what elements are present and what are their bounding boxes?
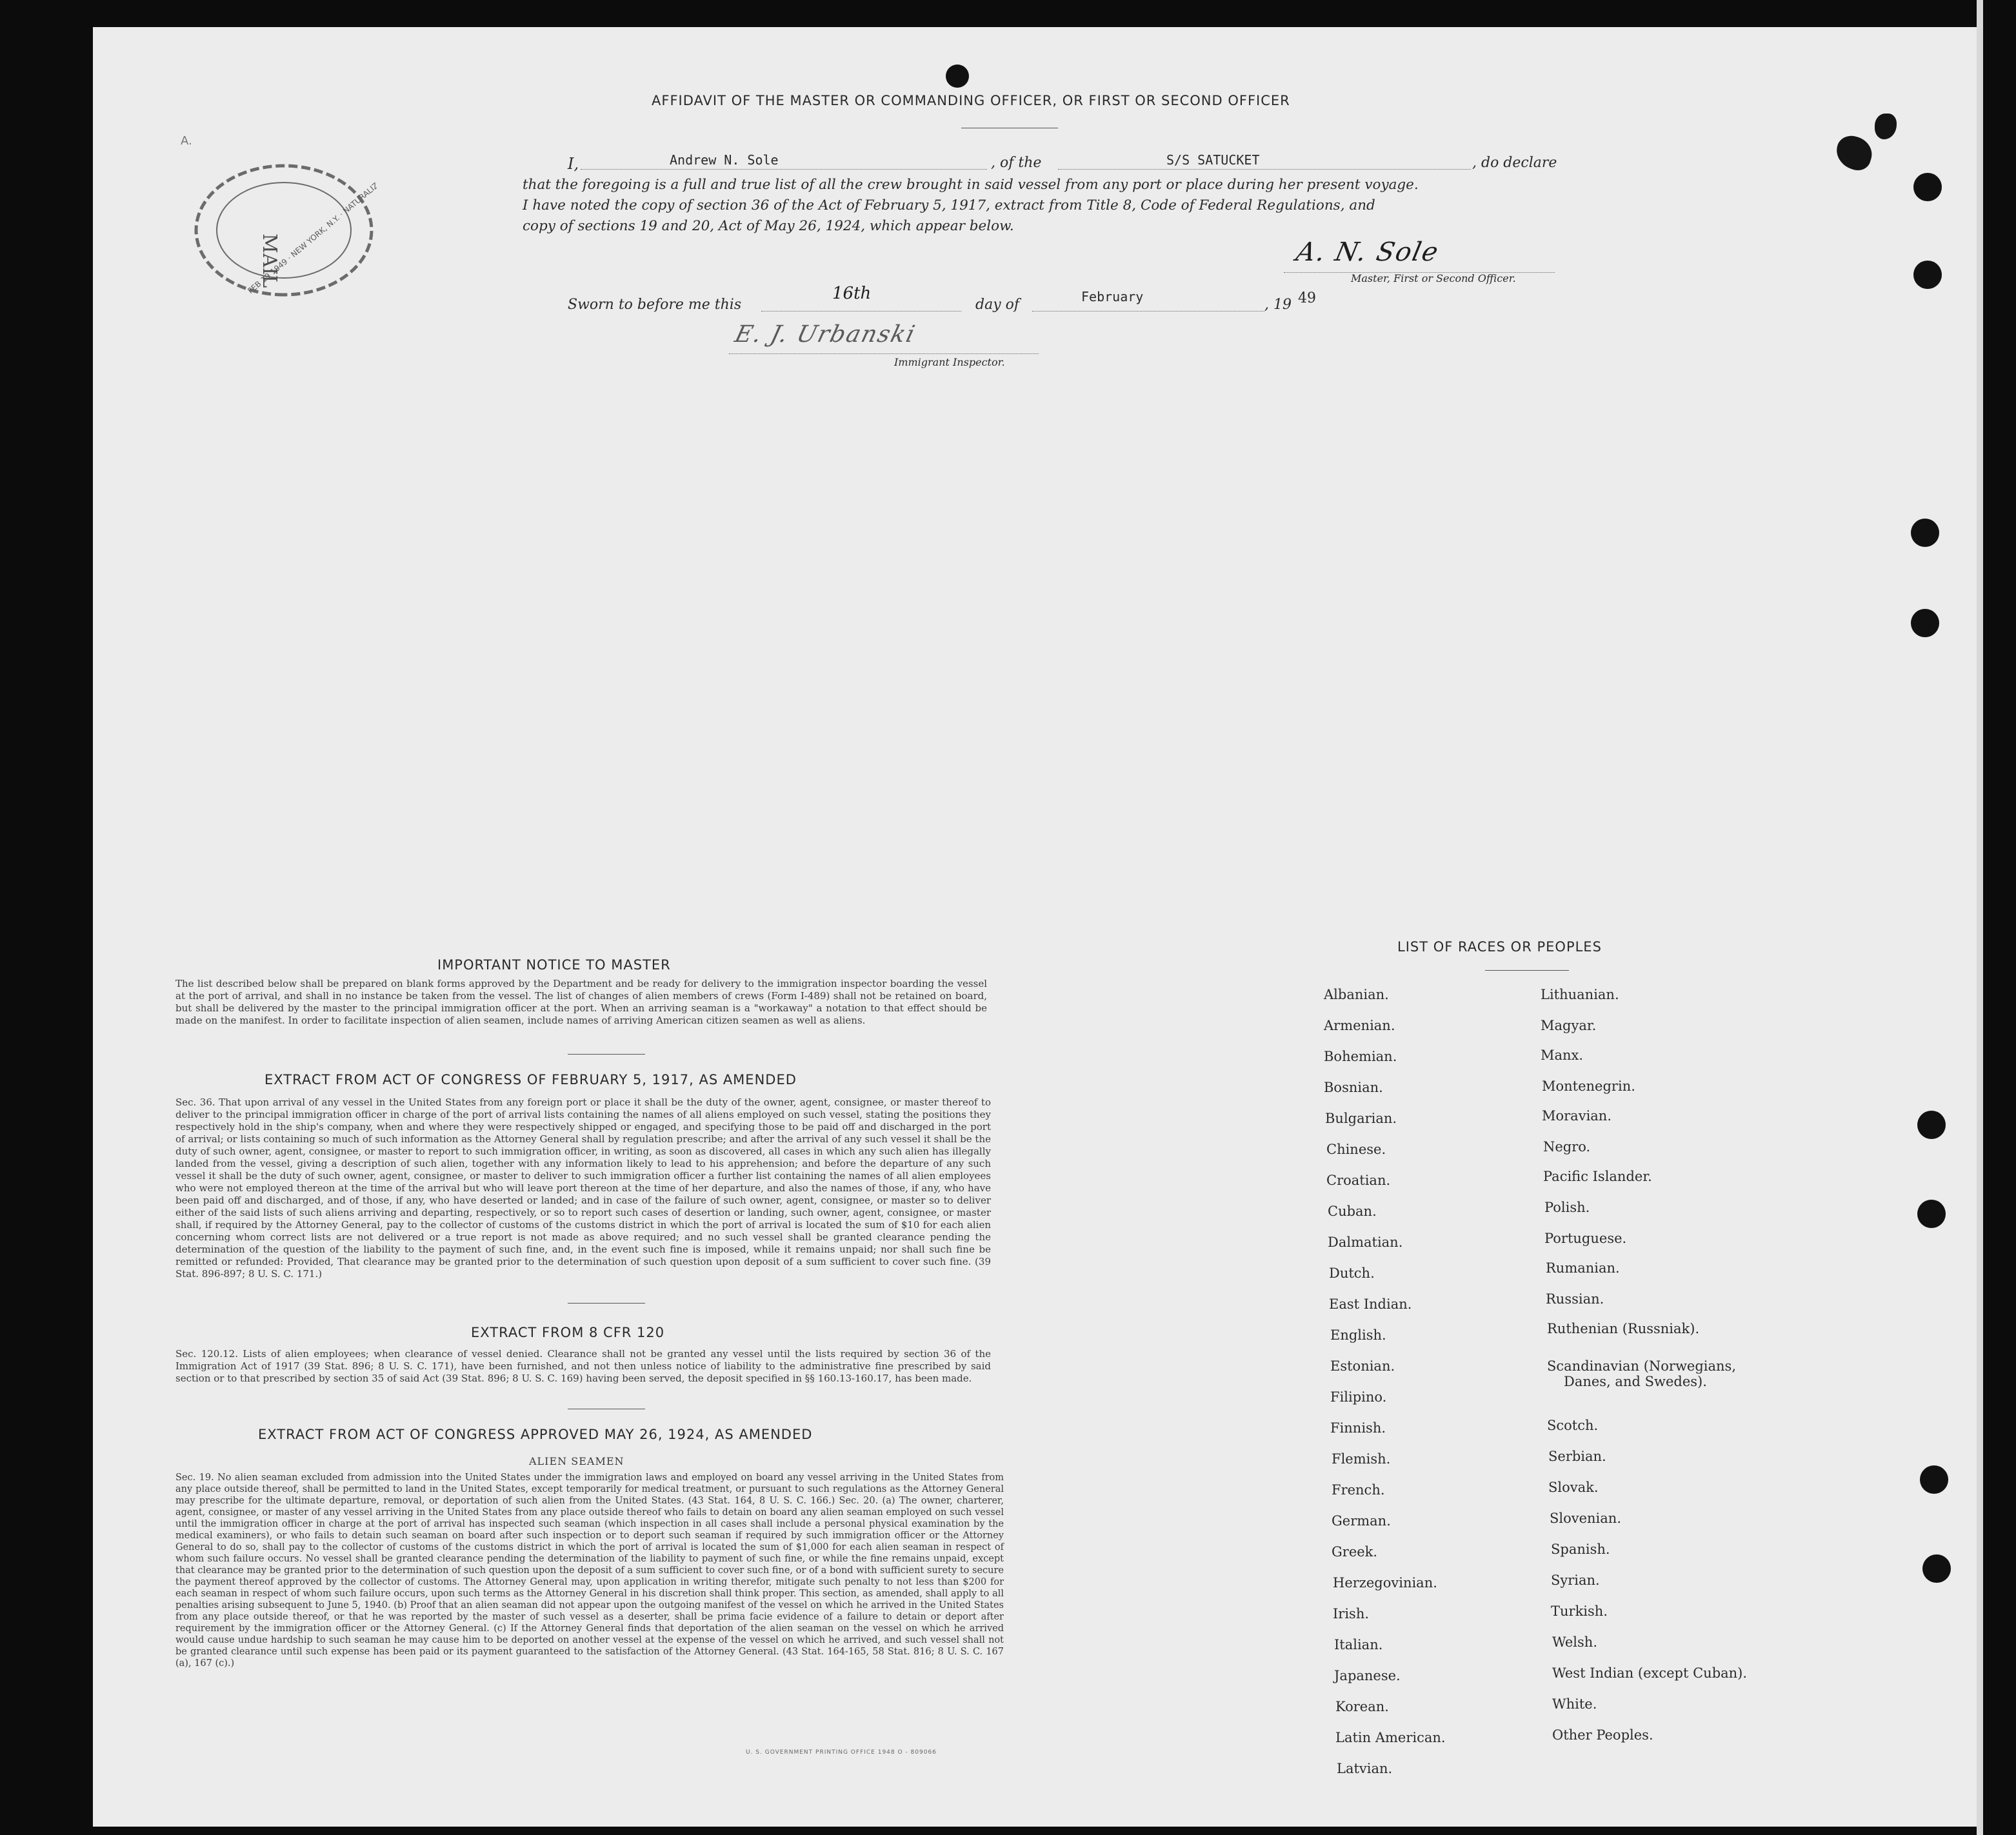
affidavit-title: AFFIDAVIT OF THE MASTER OR COMMANDING OFFICER, OR FIRST OR SECOND OFFICER bbox=[652, 93, 1290, 108]
race-item: Slovak. bbox=[1548, 1480, 1599, 1495]
race-item: Bosnian. bbox=[1324, 1080, 1383, 1095]
race-item: Flemish. bbox=[1332, 1451, 1391, 1467]
inspector-line bbox=[729, 353, 1039, 354]
race-item: West Indian (except Cuban). bbox=[1552, 1665, 1748, 1681]
race-item: Greek. bbox=[1332, 1544, 1378, 1560]
race-item: Negro. bbox=[1543, 1139, 1591, 1155]
punch-hole bbox=[1917, 1200, 1946, 1228]
race-item: French. bbox=[1332, 1482, 1385, 1498]
printer-line: U. S. GOVERNMENT PRINTING OFFICE 1948 O - 809066 bbox=[746, 1749, 937, 1756]
of-the-label: , of the bbox=[991, 155, 1042, 171]
race-item: Slovenian. bbox=[1550, 1511, 1621, 1526]
race-item: Montenegrin. bbox=[1542, 1078, 1635, 1094]
i-label: I, bbox=[568, 155, 579, 173]
sworn-label: Sworn to before me this bbox=[568, 297, 742, 313]
margin-mark: A. bbox=[181, 134, 192, 148]
race-item: Pacific Islander. bbox=[1543, 1169, 1652, 1184]
stamp-text: FEB 19 1949 · NEW YORK, N.Y. · NATURALIZATION bbox=[246, 165, 377, 296]
race-item: Albanian. bbox=[1324, 987, 1389, 1002]
punch-hole bbox=[1917, 1111, 1946, 1139]
race-item: Portuguese. bbox=[1544, 1231, 1627, 1246]
race-item: German. bbox=[1332, 1513, 1391, 1529]
races-title: LIST OF RACES OR PEOPLES bbox=[1397, 939, 1602, 955]
do-declare-label: , do declare bbox=[1472, 155, 1557, 171]
races-title-rule bbox=[1485, 970, 1569, 971]
race-item: Japanese. bbox=[1334, 1668, 1401, 1683]
year-field: 49 bbox=[1298, 290, 1316, 306]
race-item: Turkish. bbox=[1551, 1603, 1608, 1619]
race-item: Spanish. bbox=[1551, 1542, 1610, 1557]
extract-cfr-title: EXTRACT FROM 8 CFR 120 bbox=[471, 1325, 665, 1340]
race-item: Manx. bbox=[1541, 1047, 1584, 1063]
affidavit-line-3: I have noted the copy of section 36 of the Act of February 5, 1917, extract from Title 8, Code of Federal Regulations, and bbox=[523, 197, 1375, 213]
race-item: Ruthenian (Russniak). bbox=[1547, 1321, 1700, 1336]
extract-1917-title: EXTRACT FROM ACT OF CONGRESS OF FEBRUARY 5, 1917, AS AMENDED bbox=[264, 1072, 797, 1087]
race-item: Armenian. bbox=[1324, 1018, 1395, 1033]
day-line bbox=[761, 311, 961, 312]
race-item: Chinese. bbox=[1326, 1142, 1386, 1157]
notice-body: The list described below shall be prepared on blank forms approved by the Department and be ready for delivery to the immigration inspector boarding the vessel at the port of arrival, and shall in no instance be taken from the vessel. The list of changes of alien members of crews (Form I-489) shall not be retained on board, but shall be delivered by the master to the principal immigration officer at the port. When an arriving seaman is a "workaway" a notation to that effect should be made on the manifest. In order to facilitate inspection of alien seamen, include names of arriving American citizen seamen as well as aliens. bbox=[175, 978, 987, 1026]
race-item: Irish. bbox=[1333, 1606, 1370, 1622]
race-item: Moravian. bbox=[1542, 1108, 1612, 1124]
race-item: Herzegovinian. bbox=[1333, 1575, 1437, 1591]
race-item: Scandinavian (Norwegians, bbox=[1547, 1358, 1737, 1374]
affidavit-line-4: copy of sections 19 and 20, Act of May 26, 1924, which appear below. bbox=[523, 218, 1014, 234]
stamp-mark: MAIL bbox=[258, 233, 281, 288]
punch-hole bbox=[1913, 173, 1942, 201]
race-item: Danes, and Swedes). bbox=[1564, 1374, 1707, 1389]
race-item: Other Peoples. bbox=[1552, 1727, 1653, 1743]
race-item: Bulgarian. bbox=[1325, 1111, 1397, 1126]
race-item: Syrian. bbox=[1551, 1572, 1600, 1588]
punch-hole bbox=[1911, 519, 1939, 547]
race-item: Magyar. bbox=[1541, 1018, 1597, 1033]
race-item: Welsh. bbox=[1552, 1634, 1597, 1650]
race-item: Serbian. bbox=[1548, 1449, 1606, 1464]
section-rule bbox=[568, 1054, 645, 1055]
punch-hole bbox=[1920, 1465, 1948, 1494]
extract-1924-body: Sec. 19. No alien seaman excluded from admission into the United States under the immigration laws and employed on board any vessel arriving in the United States from any place outside thereof, shall be permitted to land in the United States, except temporarily for medical treatment, or pursuant to such regulations as the Attorney General may prescribe for the ultimate departure, removal, or deportation of such alien from the United States. (43 Stat. 164, 8 U. S. C. 166.) Sec. 20. (a) The owner, charterer, agent, consignee, or master of any vessel arriving in the United States from any place outside thereof who fails to detain on board any alien seaman employed on such vessel until the immigration officer in charge at the port of arrival has inspected such seaman (which inspection in all cases shall include a personal physical examination by the medical examiners), or who fails to detain such seaman on board after such inspection or to deport such seaman if required by such immigration officer or the Attorney General to do so, shall pay to the collector of customs of the customs district in which the port of arrival is located the sum of $1,000 for each alien seaman in respect of whom such failure occurs. No vessel shall be granted clearance pending the determination of the liability to payment of such fine, or while the fine remains unpaid, except that clearance may be granted prior to the determination of such question upon the deposit of a sum sufficient to cover such fine, or of a bond with sufficient surety to secure the payment thereof approved by the collector of customs. The Attorney General may, upon application in writing therefor, mitigate such penalty to not less than $200 for each seaman in respect of whom such failure occurs, upon such terms as the Attorney General in his discretion shall think proper. This section, as amended, shall apply to all penalties arising subsequent to June 5, 1940. (b) Proof that an alien seaman did not appear upon the outgoing manifest of the vessel on which he arrived in the United States from any place outside thereof, or that he was reported by the master of such vessel as a deserter, shall be prima facie evidence of a failure to detain or deport after requirement by the immigration officer or the Attorney General. (c) If the Attorney General finds that deportation of the alien seaman on the vessel on which he arrived would cause undue hardship to such seaman he may cause him to be deported on another vessel at the expense of the vessel on which he arrived, and such vessel shall not be granted clearance until such expense has been paid or its payment guaranteed to the satisfaction of the Attorney General. (43 Stat. 164-165, 58 Stat. 816; 8 U. S. C. 167 (a), 167 (c).) bbox=[175, 1473, 1004, 1669]
officer-name-field: Andrew N. Sole bbox=[670, 152, 779, 168]
extract-1924-title: EXTRACT FROM ACT OF CONGRESS APPROVED MAY 26, 1924, AS AMENDED bbox=[258, 1427, 813, 1442]
race-item: Filipino. bbox=[1330, 1389, 1387, 1405]
received-stamp bbox=[191, 163, 377, 298]
punch-hole bbox=[1922, 1554, 1951, 1583]
race-item: Bohemian. bbox=[1324, 1049, 1397, 1064]
officer-name-line bbox=[581, 169, 987, 170]
race-item: Latin American. bbox=[1335, 1730, 1446, 1745]
inspector-signature: E. J. Urbanski bbox=[732, 321, 919, 348]
race-item: English. bbox=[1330, 1327, 1386, 1343]
race-item: Estonian. bbox=[1330, 1358, 1395, 1374]
master-caption: Master, First or Second Officer. bbox=[1351, 272, 1516, 284]
race-item: Russian. bbox=[1546, 1291, 1604, 1307]
race-item: Italian. bbox=[1334, 1637, 1383, 1652]
extract-cfr-body: Sec. 120.12. Lists of alien employees; when clearance of vessel denied. Clearance shall not be granted any vessel until the lists required by section 36 of the Immigration Act of 1917 (39 Stat. 896; 8 U. S. C. 171), have been furnished, and not then unless notice of liability to the administrative fine prescribed by said section or to that prescribed by section 35 of said Act (39 Stat. 896; 8 U. S. C. 169) having been served, the deposit specified in §§ 160.13-160.17, has been made. bbox=[175, 1348, 991, 1384]
inspector-caption: Immigrant Inspector. bbox=[894, 356, 1005, 368]
year-prefix: , 19 bbox=[1264, 297, 1292, 313]
extract-1917-body: Sec. 36. That upon arrival of any vessel in the United States from any foreign port or place it shall be the duty of the owner, agent, consignee, or master thereof to deliver to the principal immigration officer in charge of the port of arrival lists containing the names of all aliens employed on such vessel, stating the positions they respectively hold in the ship's company, when and where they were respectively shipped or engaged, and specifying those to be paid off and discharged in the port of arrival; or lists containing so much of such information as the Attorney General shall by regulation prescribe; and after the arrival of any such vessel it shall be the duty of such owner, agent, consignee, or master to report to such immigration officer, in writing, as soon as discovered, all cases in which any such alien has illegally landed from the vessel, giving a description of such alien, together with any information likely to lead to his apprehension; and before the departure of any such vessel it shall be the duty of such owner, agent, consignee, or master to deliver to such immigration officer a further list containing the names of all alien employees who were not employed thereon at the time of the arrival but who will leave port thereon at the time of her departure, and also the names of those, if any, who have been paid off and discharged, and of those, if any, who have deserted or landed; and in case of the failure of such owner, agent, consignee, or master so to deliver either of the said lists of such aliens arriving and departing, respectively, or so to report such cases of desertion or landing, such owner, agent, consignee, or master shall, if required by the Attorney General, pay to the collector of customs of the customs district in which the port of arrival is located the sum of $10 for each alien concerning whom correct lists are not delivered or a true report is not made as above required; and no such vessel shall be granted clearance pending the determination of the question of the liability to the payment of such fine, and, in the event such fine is imposed, while it remains unpaid; nor shall such fine be remitted or refunded: Provided, That clearance may be granted prior to the determination of such question upon deposit of a sum sufficient to cover such fine. (39 Stat. 896-897; 8 U. S. C. 171.) bbox=[175, 1096, 991, 1280]
race-item: Dutch. bbox=[1329, 1265, 1375, 1281]
race-item: Latvian. bbox=[1337, 1761, 1393, 1776]
punch-hole bbox=[1911, 609, 1939, 637]
race-item: Korean. bbox=[1335, 1699, 1389, 1714]
race-item: Lithuanian. bbox=[1541, 987, 1619, 1002]
affidavit-line-2: that the foregoing is a full and true list of all the crew brought in said vessel from any port or place during her present voyage. bbox=[523, 177, 1419, 193]
race-item: Rumanian. bbox=[1546, 1260, 1620, 1276]
extract-1924-subtitle: ALIEN SEAMEN bbox=[529, 1455, 624, 1467]
race-item: Croatian. bbox=[1326, 1173, 1391, 1188]
month-field: February bbox=[1081, 289, 1144, 304]
race-item: East Indian. bbox=[1329, 1296, 1412, 1312]
month-line bbox=[1032, 311, 1264, 312]
page-edge-strip bbox=[1977, 0, 1983, 1835]
day-field: 16th bbox=[832, 284, 872, 303]
punch-hole bbox=[946, 64, 969, 88]
vessel-line bbox=[1058, 169, 1471, 170]
race-item: Scotch. bbox=[1547, 1418, 1599, 1433]
punch-hole bbox=[1913, 261, 1942, 289]
section-rule bbox=[568, 1303, 645, 1304]
vessel-field: S/S SATUCKET bbox=[1166, 152, 1260, 168]
master-signature: A. N. Sole bbox=[1293, 237, 1442, 267]
race-item: Dalmatian. bbox=[1328, 1235, 1403, 1250]
day-of-label: day of bbox=[975, 297, 1020, 313]
notice-title: IMPORTANT NOTICE TO MASTER bbox=[437, 957, 671, 973]
race-item: White. bbox=[1552, 1696, 1597, 1712]
race-item: Polish. bbox=[1544, 1200, 1590, 1215]
race-item: Finnish. bbox=[1330, 1420, 1386, 1436]
race-item: Cuban. bbox=[1328, 1204, 1377, 1219]
